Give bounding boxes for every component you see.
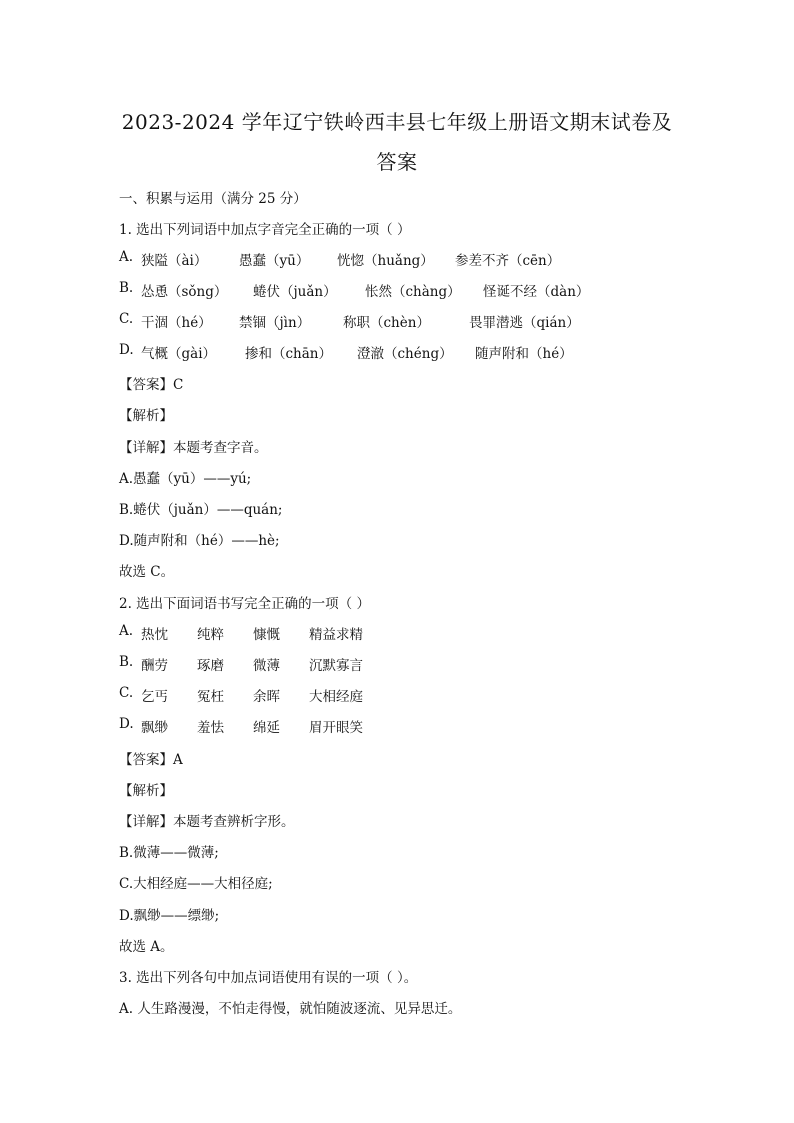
option-letter: A. — [119, 249, 134, 265]
question-1-note: A.愚蠢（yū）——yú; — [119, 471, 252, 487]
question-1-stem: 1. 选出下列词语中加点字音完全正确的一项（ ） — [119, 222, 411, 238]
option-item: 禁锢（jìn） — [239, 315, 311, 331]
option-item: 愚蠢（yū） — [239, 253, 310, 269]
option-item: 飘缈 — [141, 720, 168, 736]
option-item: 慷慨 — [253, 627, 280, 643]
section-heading: 一、积累与运用（满分 25 分） — [119, 191, 307, 207]
option-item: 琢磨 — [197, 658, 224, 674]
question-2-analysis-label: 【解析】 — [119, 783, 173, 799]
option-item: 余晖 — [253, 689, 280, 705]
question-1-detail: 【详解】本题考查字音。 — [119, 440, 268, 456]
option-item: 冤枉 — [197, 689, 224, 705]
question-1-answer: 【答案】C — [119, 377, 184, 393]
question-1-note: D.随声附和（hé）——hè; — [119, 533, 280, 549]
question-1-note: B.蜷伏（juǎn）——quán; — [119, 502, 283, 518]
question-2-detail: 【详解】本题考查辨析字形。 — [119, 814, 295, 830]
option-letter: D. — [119, 342, 134, 358]
option-item: 狭隘（ài） — [141, 253, 208, 269]
option-letter: D. — [119, 716, 134, 732]
option-item: 称职（chèn） — [343, 315, 430, 331]
option-item: 蜷伏（juǎn） — [253, 284, 337, 300]
option-item: 眉开眼笑 — [309, 720, 363, 736]
option-item: 恍惚（huǎng） — [337, 253, 434, 269]
question-2-stem: 2. 选出下面词语书写完全正确的一项（ ） — [119, 596, 370, 612]
option-item: 绵延 — [253, 720, 280, 736]
option-item: 精益求精 — [309, 627, 363, 643]
option-item: 沉默寡言 — [309, 658, 363, 674]
option-item: 羞怯 — [197, 720, 224, 736]
document-title-line-1: 2023-2024 学年辽宁铁岭西丰县七年级上册语文期末试卷及 — [121, 110, 673, 134]
option-item: 掺和（chān） — [245, 346, 332, 362]
question-3-stem: 3. 选出下列各句中加点词语使用有误的一项（ ）。 — [119, 970, 418, 986]
option-item: 怂恿（sǒng） — [141, 284, 228, 300]
question-2-answer: 【答案】A — [119, 752, 183, 768]
question-1-analysis-label: 【解析】 — [119, 408, 173, 424]
option-item: 怪诞不经（dàn） — [483, 284, 590, 300]
option-item: 澄澈（chéng） — [357, 346, 453, 362]
option-item: 怅然（chàng） — [365, 284, 461, 300]
question-2-conclusion: 故选 A。 — [119, 939, 174, 955]
option-item: 参差不齐（cēn） — [455, 253, 561, 269]
option-item: 干涸（hé） — [141, 315, 212, 331]
question-3-option-a: A. 人生路漫漫，不怕走得慢，就怕随波逐流、见异思迁。 — [119, 1001, 462, 1017]
option-item: 乞丐 — [141, 689, 168, 705]
option-item: 热忱 — [141, 627, 168, 643]
option-letter: A. — [119, 623, 134, 639]
option-item: 微薄 — [253, 658, 280, 674]
question-2-note: C.大相经庭——大相径庭; — [119, 876, 273, 892]
document-title-line-2: 答案 — [376, 150, 418, 174]
option-item: 大相经庭 — [309, 689, 363, 705]
question-1-conclusion: 故选 C。 — [119, 564, 175, 580]
option-letter: C. — [119, 311, 134, 327]
option-item: 畏罪潜逃（qián） — [469, 315, 580, 331]
option-letter: B. — [119, 654, 134, 670]
option-item: 气概（gài） — [141, 346, 217, 362]
question-2-note: B.微薄——微薄; — [119, 845, 219, 861]
option-item: 纯粹 — [197, 627, 224, 643]
option-item: 随声附和（hé） — [475, 346, 573, 362]
option-item: 酬劳 — [141, 658, 168, 674]
option-letter: C. — [119, 685, 134, 701]
question-2-note: D.飘缈——缥缈; — [119, 908, 220, 924]
option-letter: B. — [119, 280, 134, 296]
